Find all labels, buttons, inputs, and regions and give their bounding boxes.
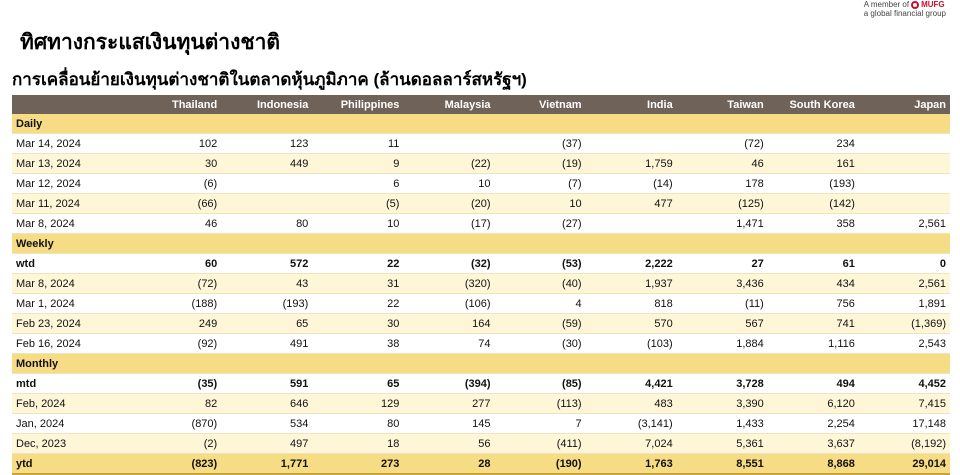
table-row <box>12 414 950 434</box>
value-cell: 1,471 <box>677 214 768 234</box>
page-title: ทิศทางกระแสเงินทุนต่างชาติ <box>20 31 281 54</box>
value-cell: 11 <box>312 134 403 154</box>
value-cell: 8,868 <box>768 454 859 475</box>
section-label: Weekly <box>12 234 130 254</box>
value-cell: 567 <box>677 314 768 334</box>
value-cell: (823) <box>130 454 221 475</box>
value-cell: 43 <box>221 274 312 294</box>
value-cell: (394) <box>403 374 494 394</box>
value-cell: 449 <box>221 154 312 174</box>
value-cell: (22) <box>403 154 494 174</box>
table-row <box>12 214 950 234</box>
value-cell: 7,415 <box>859 394 950 414</box>
section-filler-cell <box>130 114 221 134</box>
value-cell: (19) <box>495 154 586 174</box>
value-cell: (125) <box>677 194 768 214</box>
value-cell: 80 <box>312 414 403 434</box>
section-filler-cell <box>403 354 494 374</box>
value-cell: 7,024 <box>586 434 677 454</box>
row-label: Mar 14, 2024 <box>12 134 130 154</box>
col-header-malaysia: Malaysia <box>403 95 494 114</box>
section-filler-cell <box>221 114 312 134</box>
value-cell: 27 <box>677 254 768 274</box>
value-cell: (5) <box>312 194 403 214</box>
value-cell: (72) <box>677 134 768 154</box>
value-cell: 10 <box>495 194 586 214</box>
header-blank <box>12 95 130 114</box>
value-cell: 129 <box>312 394 403 414</box>
value-cell: 2,561 <box>859 214 950 234</box>
value-cell: (6) <box>130 174 221 194</box>
value-cell: (411) <box>495 434 586 454</box>
value-cell: 46 <box>130 214 221 234</box>
value-cell <box>221 194 312 214</box>
value-cell: 277 <box>403 394 494 414</box>
table-row <box>12 294 950 314</box>
value-cell: 30 <box>312 314 403 334</box>
mufg-logo-text: MUFG <box>921 0 945 9</box>
value-cell: (30) <box>495 334 586 354</box>
section-filler-cell <box>768 114 859 134</box>
row-label: Feb 16, 2024 <box>12 334 130 354</box>
value-cell: 28 <box>403 454 494 475</box>
value-cell: 249 <box>130 314 221 334</box>
header-row <box>12 95 950 114</box>
table-row <box>12 374 950 394</box>
value-cell: 3,436 <box>677 274 768 294</box>
value-cell: 6,120 <box>768 394 859 414</box>
value-cell: 591 <box>221 374 312 394</box>
value-cell: (142) <box>768 194 859 214</box>
value-cell: 818 <box>586 294 677 314</box>
value-cell <box>586 214 677 234</box>
table-row <box>12 394 950 414</box>
section-filler-cell <box>859 234 950 254</box>
value-cell: (27) <box>495 214 586 234</box>
value-cell: (20) <box>403 194 494 214</box>
value-cell: 1,891 <box>859 294 950 314</box>
value-cell: 10 <box>312 214 403 234</box>
value-cell: (190) <box>495 454 586 475</box>
table-row <box>12 274 950 294</box>
value-cell <box>859 194 950 214</box>
col-header-japan: Japan <box>859 95 950 114</box>
value-cell: 572 <box>221 254 312 274</box>
value-cell: 9 <box>312 154 403 174</box>
value-cell: 22 <box>312 254 403 274</box>
value-cell: 1,884 <box>677 334 768 354</box>
section-filler-cell <box>403 114 494 134</box>
row-label: Dec, 2023 <box>12 434 130 454</box>
value-cell: (870) <box>130 414 221 434</box>
section-filler-cell <box>312 354 403 374</box>
row-label: Mar 8, 2024 <box>12 214 130 234</box>
value-cell: 61 <box>768 254 859 274</box>
value-cell <box>859 174 950 194</box>
value-cell: (103) <box>586 334 677 354</box>
row-label: Feb 23, 2024 <box>12 314 130 334</box>
value-cell: 1,759 <box>586 154 677 174</box>
value-cell <box>586 134 677 154</box>
table-subtitle: การเคลื่อนย้ายเงินทุนต่างชาติในตลาดหุ้นภูมิภาค (ล้านดอลลาร์สหรัฐฯ) <box>12 70 527 89</box>
value-cell: 434 <box>768 274 859 294</box>
section-filler-cell <box>495 114 586 134</box>
value-cell: (66) <box>130 194 221 214</box>
value-cell: 123 <box>221 134 312 154</box>
value-cell: 74 <box>403 334 494 354</box>
value-cell: 29,014 <box>859 454 950 475</box>
section-filler-cell <box>586 234 677 254</box>
col-header-indonesia: Indonesia <box>221 95 312 114</box>
value-cell: 534 <box>221 414 312 434</box>
value-cell: (8,192) <box>859 434 950 454</box>
value-cell: 1,763 <box>586 454 677 475</box>
value-cell: 1,116 <box>768 334 859 354</box>
value-cell: 483 <box>586 394 677 414</box>
value-cell: (92) <box>130 334 221 354</box>
value-cell: (35) <box>130 374 221 394</box>
table-row <box>12 434 950 454</box>
table-row <box>12 454 950 475</box>
value-cell: 31 <box>312 274 403 294</box>
row-label: Mar 13, 2024 <box>12 154 130 174</box>
row-label: Jan, 2024 <box>12 414 130 434</box>
row-label: Mar 8, 2024 <box>12 274 130 294</box>
section-filler-cell <box>859 354 950 374</box>
value-cell: (32) <box>403 254 494 274</box>
row-label: Mar 11, 2024 <box>12 194 130 214</box>
value-cell: (11) <box>677 294 768 314</box>
col-header-south-korea: South Korea <box>768 95 859 114</box>
section-filler-cell <box>768 234 859 254</box>
brand-prefix: A member of <box>863 0 910 9</box>
row-label: Mar 12, 2024 <box>12 174 130 194</box>
value-cell: (7) <box>495 174 586 194</box>
table-row <box>12 154 950 174</box>
value-cell: (188) <box>130 294 221 314</box>
value-cell: 4,421 <box>586 374 677 394</box>
value-cell: 65 <box>312 374 403 394</box>
value-cell: 18 <box>312 434 403 454</box>
value-cell: 741 <box>768 314 859 334</box>
value-cell: 234 <box>768 134 859 154</box>
value-cell: 178 <box>677 174 768 194</box>
row-label: Feb, 2024 <box>12 394 130 414</box>
value-cell: 17,148 <box>859 414 950 434</box>
value-cell <box>859 134 950 154</box>
value-cell: (37) <box>495 134 586 154</box>
brand-tagline: a global financial group <box>863 9 946 18</box>
value-cell: 46 <box>677 154 768 174</box>
col-header-taiwan: Taiwan <box>677 95 768 114</box>
value-cell <box>403 134 494 154</box>
value-cell: 494 <box>768 374 859 394</box>
value-cell: 102 <box>130 134 221 154</box>
value-cell: 6 <box>312 174 403 194</box>
value-cell: 4 <box>495 294 586 314</box>
value-cell: 3,390 <box>677 394 768 414</box>
section-filler-cell <box>130 234 221 254</box>
table-row <box>12 254 950 274</box>
value-cell: (3,141) <box>586 414 677 434</box>
value-cell: 646 <box>221 394 312 414</box>
value-cell: 477 <box>586 194 677 214</box>
value-cell: 10 <box>403 174 494 194</box>
section-filler-cell <box>221 354 312 374</box>
row-label: wtd <box>12 254 130 274</box>
value-cell: (85) <box>495 374 586 394</box>
value-cell: 2,543 <box>859 334 950 354</box>
value-cell: 491 <box>221 334 312 354</box>
section-filler-cell <box>495 354 586 374</box>
table-row <box>12 334 950 354</box>
value-cell: 1,937 <box>586 274 677 294</box>
section-row-monthly <box>12 354 950 374</box>
value-cell: (17) <box>403 214 494 234</box>
table-row <box>12 314 950 334</box>
value-cell: 3,637 <box>768 434 859 454</box>
value-cell: (193) <box>768 174 859 194</box>
value-cell: (53) <box>495 254 586 274</box>
section-filler-cell <box>130 354 221 374</box>
section-filler-cell <box>677 114 768 134</box>
row-label: ytd <box>12 454 130 475</box>
col-header-vietnam: Vietnam <box>495 95 586 114</box>
section-filler-cell <box>312 114 403 134</box>
section-filler-cell <box>403 234 494 254</box>
col-header-india: India <box>586 95 677 114</box>
value-cell <box>859 154 950 174</box>
value-cell: 7 <box>495 414 586 434</box>
value-cell: (320) <box>403 274 494 294</box>
section-label: Monthly <box>12 354 130 374</box>
table-row <box>12 194 950 214</box>
section-filler-cell <box>495 234 586 254</box>
value-cell: 30 <box>130 154 221 174</box>
value-cell: 2,561 <box>859 274 950 294</box>
value-cell: (2) <box>130 434 221 454</box>
section-filler-cell <box>312 234 403 254</box>
section-label: Daily <box>12 114 130 134</box>
value-cell: (40) <box>495 274 586 294</box>
value-cell: 8,551 <box>677 454 768 475</box>
section-filler-cell <box>768 354 859 374</box>
value-cell: (72) <box>130 274 221 294</box>
value-cell: (113) <box>495 394 586 414</box>
section-row-daily <box>12 114 950 134</box>
value-cell: 82 <box>130 394 221 414</box>
mufg-brand <box>864 0 946 18</box>
table-row <box>12 134 950 154</box>
value-cell: 22 <box>312 294 403 314</box>
value-cell <box>221 174 312 194</box>
value-cell: 1,771 <box>221 454 312 475</box>
value-cell: (14) <box>586 174 677 194</box>
table-row <box>12 174 950 194</box>
value-cell: 60 <box>130 254 221 274</box>
section-filler-cell <box>586 354 677 374</box>
value-cell: 145 <box>403 414 494 434</box>
value-cell: 164 <box>403 314 494 334</box>
value-cell: 756 <box>768 294 859 314</box>
mufg-logo-icon <box>911 1 919 9</box>
section-filler-cell <box>221 234 312 254</box>
col-header-philippines: Philippines <box>312 95 403 114</box>
section-filler-cell <box>677 234 768 254</box>
value-cell: 4,452 <box>859 374 950 394</box>
foreign-flow-table <box>12 95 950 475</box>
row-label: mtd <box>12 374 130 394</box>
section-row-weekly <box>12 234 950 254</box>
section-filler-cell <box>859 114 950 134</box>
value-cell: 38 <box>312 334 403 354</box>
value-cell: 5,361 <box>677 434 768 454</box>
value-cell: 65 <box>221 314 312 334</box>
value-cell: 161 <box>768 154 859 174</box>
col-header-thailand: Thailand <box>130 95 221 114</box>
value-cell: 80 <box>221 214 312 234</box>
value-cell: (59) <box>495 314 586 334</box>
value-cell: (193) <box>221 294 312 314</box>
value-cell: 1,433 <box>677 414 768 434</box>
value-cell: 570 <box>586 314 677 334</box>
value-cell: 497 <box>221 434 312 454</box>
value-cell: 2,222 <box>586 254 677 274</box>
mufg-logo <box>911 0 945 9</box>
value-cell: 56 <box>403 434 494 454</box>
value-cell: 358 <box>768 214 859 234</box>
section-filler-cell <box>677 354 768 374</box>
value-cell: 2,254 <box>768 414 859 434</box>
row-label: Mar 1, 2024 <box>12 294 130 314</box>
value-cell: 273 <box>312 454 403 475</box>
value-cell: 3,728 <box>677 374 768 394</box>
section-filler-cell <box>586 114 677 134</box>
value-cell: (1,369) <box>859 314 950 334</box>
value-cell: (106) <box>403 294 494 314</box>
value-cell: 0 <box>859 254 950 274</box>
